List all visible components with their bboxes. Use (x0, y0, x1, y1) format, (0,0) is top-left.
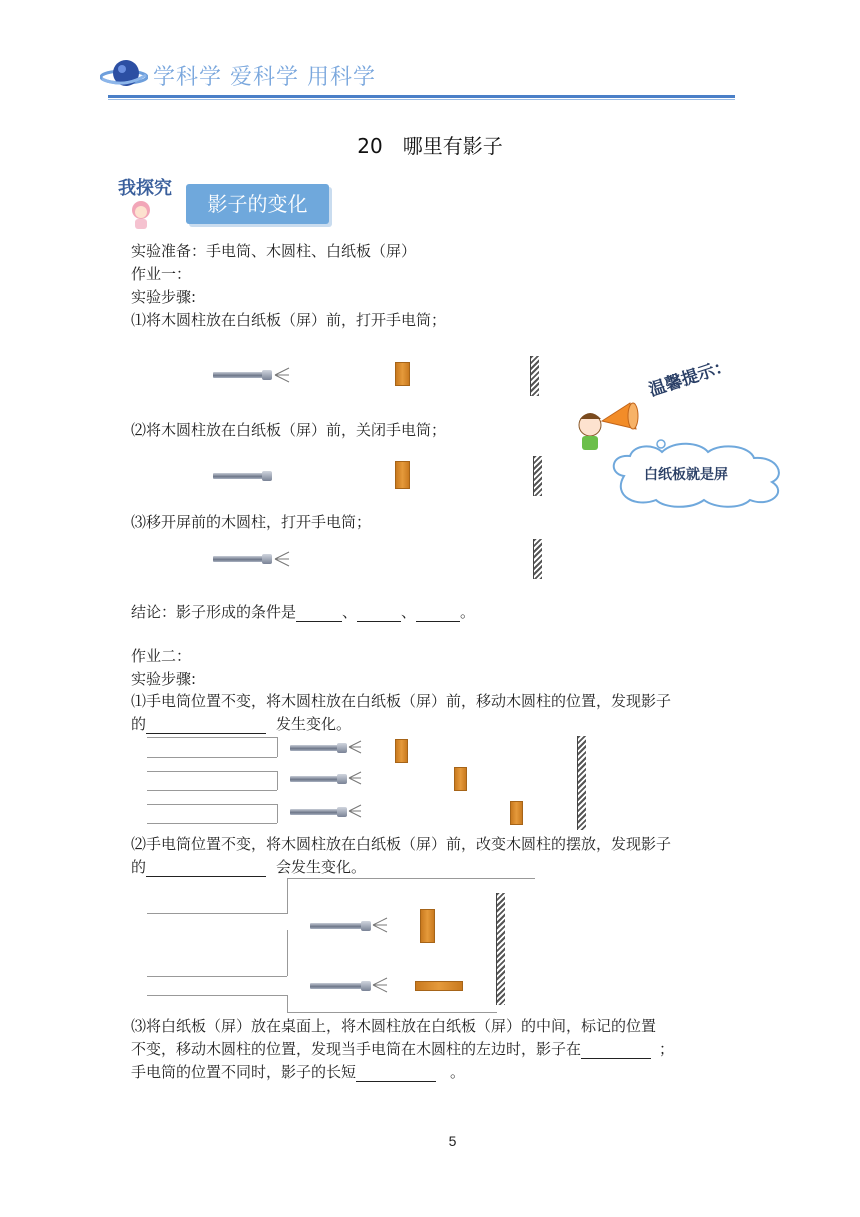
hw2-step1-line2 (131, 714, 351, 734)
light-rays-icon (347, 769, 363, 787)
bracket-line (287, 995, 288, 1013)
step3-blank-1[interactable] (581, 1042, 651, 1059)
light-rays-icon (273, 365, 291, 385)
hw1-step3: ⑶移开屏前的木圆柱，打开手电筒； (131, 513, 372, 531)
hw1-steps-heading: 实验步骤: (131, 288, 197, 306)
hw2-step3-line2 (131, 1039, 674, 1059)
badge-label-box (186, 184, 329, 224)
step3-line3-prefix: 手电筒的位置不同时，影子的长短 (131, 1063, 357, 1081)
tip-heading: 温馨提示： (646, 355, 734, 401)
flashlight-icon (213, 556, 263, 562)
answer-line (147, 804, 277, 805)
flashlight-head-icon (262, 554, 272, 564)
light-rays-icon (347, 802, 363, 820)
prep-text: 实验准备：手电筒、木圆柱、白纸板（屏） (131, 242, 417, 260)
badge-tag: 我探究 (118, 178, 172, 199)
light-rays-icon (371, 975, 389, 995)
flashlight-head-icon (262, 370, 272, 380)
conclusion-blank-3[interactable] (416, 605, 460, 622)
wooden-cylinder-upright (420, 909, 435, 943)
step3-line2-prefix: 不变，移动木圆柱的位置，发现当手电筒在木圆柱的左边时，影子在 (131, 1040, 582, 1058)
wooden-cylinder-lying (415, 981, 463, 991)
hw2-step3-line1: ⑶将白纸板（屏）放在桌面上，将木圆柱放在白纸板（屏）的中间，标记的位置 (131, 1017, 657, 1035)
flashlight-head-icon (337, 743, 347, 753)
answer-line (287, 878, 535, 879)
hw1-heading: 作业一： (131, 265, 192, 283)
flashlight-head-icon (337, 807, 347, 817)
page-title: 20 哪里有影子 (357, 134, 503, 158)
answer-line (147, 913, 287, 914)
flashlight-head-icon (361, 981, 371, 991)
conclusion-blank-1[interactable] (296, 605, 342, 622)
answer-line (147, 771, 277, 772)
page-number: 5 (448, 1133, 457, 1149)
light-rays-icon (347, 738, 363, 756)
bracket-line (277, 771, 278, 790)
step3-line3-suffix: 。 (450, 1063, 466, 1081)
hw2-heading: 作业二： (131, 647, 192, 665)
sep-1: 、 (342, 603, 358, 621)
paper-screen (530, 356, 539, 396)
bracket-line (287, 930, 288, 976)
step1-suffix: 发生变化。 (276, 715, 352, 733)
hw2-step2-line2 (131, 857, 366, 877)
answer-line (147, 737, 277, 738)
hw2-steps-heading: 实验步骤: (131, 670, 197, 688)
header-rule (108, 95, 735, 98)
answer-line (147, 995, 287, 996)
answer-line (287, 1012, 497, 1013)
conclusion-blank-2[interactable] (357, 605, 401, 622)
flashlight-icon (290, 809, 338, 815)
light-rays-icon (273, 549, 291, 569)
step2-blank[interactable] (146, 860, 266, 877)
bracket-line (277, 737, 278, 757)
wooden-cylinder (395, 739, 408, 763)
answer-line (147, 976, 287, 977)
bracket-line (277, 804, 278, 823)
flashlight-icon (310, 983, 362, 989)
step3-line2-suffix: ； (659, 1040, 675, 1058)
paper-screen (496, 893, 505, 1005)
hw1-conclusion (131, 602, 475, 622)
girl-avatar-icon (130, 200, 152, 230)
wooden-cylinder (454, 767, 467, 791)
answer-line (147, 790, 277, 791)
flashlight-head-icon (262, 471, 272, 481)
hw2-step2-line1: ⑵手电筒位置不变，将木圆柱放在白纸板（屏）前，改变木圆柱的摆放，发现影子 (131, 835, 672, 853)
bracket-line (287, 878, 288, 914)
header-slogan: 学科学 爱科学 用科学 (153, 65, 376, 90)
tip-text: 白纸板就是屏 (644, 467, 728, 483)
planet-logo-icon (100, 55, 148, 95)
paper-screen (533, 456, 542, 496)
flashlight-icon (290, 776, 338, 782)
flashlight-head-icon (337, 774, 347, 784)
wooden-cylinder (395, 461, 410, 489)
conclusion-end: 。 (460, 603, 476, 621)
step2-prefix: 的 (131, 858, 147, 876)
step3-blank-2[interactable] (356, 1065, 436, 1082)
paper-screen (577, 736, 586, 830)
flashlight-icon (310, 923, 362, 929)
wooden-cylinder (395, 362, 410, 386)
badge-label: 影子的变化 (207, 192, 308, 216)
step1-prefix: 的 (131, 715, 147, 733)
answer-line (147, 823, 277, 824)
hw1-step2: ⑵将木圆柱放在白纸板（屏）前，关闭手电筒； (131, 421, 447, 439)
answer-line (147, 757, 277, 758)
wooden-cylinder (510, 801, 523, 825)
step1-blank[interactable] (146, 717, 266, 734)
sep-2: 、 (401, 603, 417, 621)
thought-bubble-icon (604, 438, 790, 510)
conclusion-prefix: 结论：影子形成的条件是 (131, 603, 297, 621)
flashlight-icon (213, 372, 263, 378)
paper-screen (533, 539, 542, 579)
flashlight-head-icon (361, 921, 371, 931)
hw2-step1-line1: ⑴手电筒位置不变，将木圆柱放在白纸板（屏）前，移动木圆柱的位置，发现影子 (131, 692, 672, 710)
header-rule-thin (108, 99, 735, 100)
light-rays-icon (371, 915, 389, 935)
step2-suffix: 会发生变化。 (276, 858, 367, 876)
flashlight-icon (290, 745, 338, 751)
flashlight-icon (213, 473, 263, 479)
hw2-step3-line3 (131, 1062, 465, 1082)
hw1-step1: ⑴将木圆柱放在白纸板（屏）前，打开手电筒； (131, 311, 447, 329)
section-badge (116, 172, 332, 232)
